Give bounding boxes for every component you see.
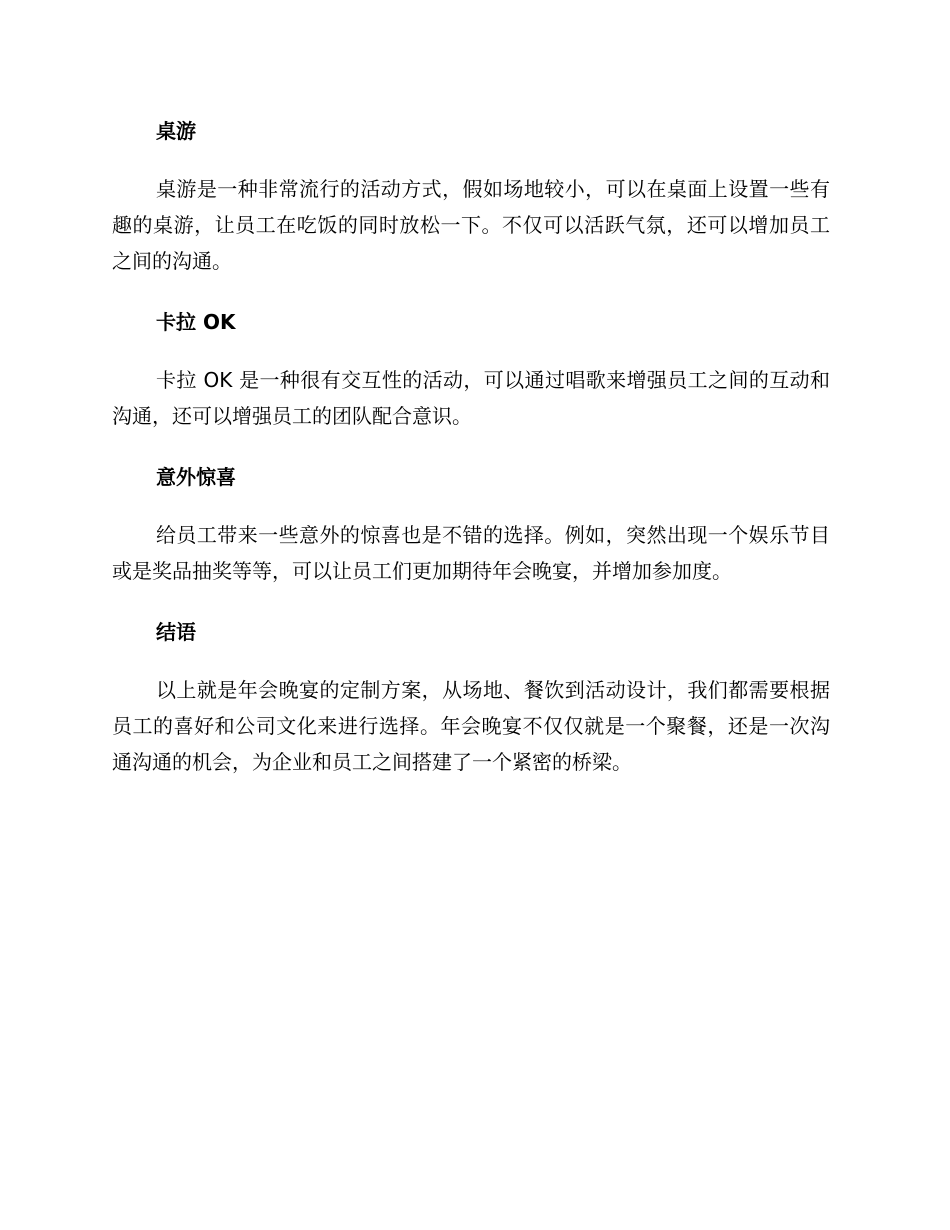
section-heading-board-games: 桌游 (156, 119, 196, 143)
section-body-karaoke: 卡拉 OK 是一种很有交互性的活动，可以通过唱歌来增强员工之间的互动和沟通，还可以增强员工的团队配合意识。 (112, 368, 830, 428)
section-body-surprise: 给员工带来一些意外的惊喜也是不错的选择。例如，突然出现一个娱乐节目或是奖品抽奖等等，可以让员工们更加期待年会晚宴，并增加参加度。 (112, 523, 830, 583)
section-heading-conclusion: 结语 (156, 620, 196, 644)
section-heading-surprise: 意外惊喜 (156, 465, 236, 489)
section-body-board-games: 桌游是一种非常流行的活动方式，假如场地较小，可以在桌面上设置一些有趣的桌游，让员工在吃饭的同时放松一下。不仅可以活跃气氛，还可以增加员工之间的沟通。 (112, 177, 830, 273)
section-heading-karaoke: 卡拉 OK (156, 310, 236, 334)
section-body-conclusion: 以上就是年会晚宴的定制方案，从场地、餐饮到活动设计，我们都需要根据员工的喜好和公司文化来进行选择。年会晚宴不仅仅就是一个聚餐，还是一次沟通沟通的机会，为企业和员工之间搭建了一个紧密的桥梁。 (112, 678, 830, 774)
